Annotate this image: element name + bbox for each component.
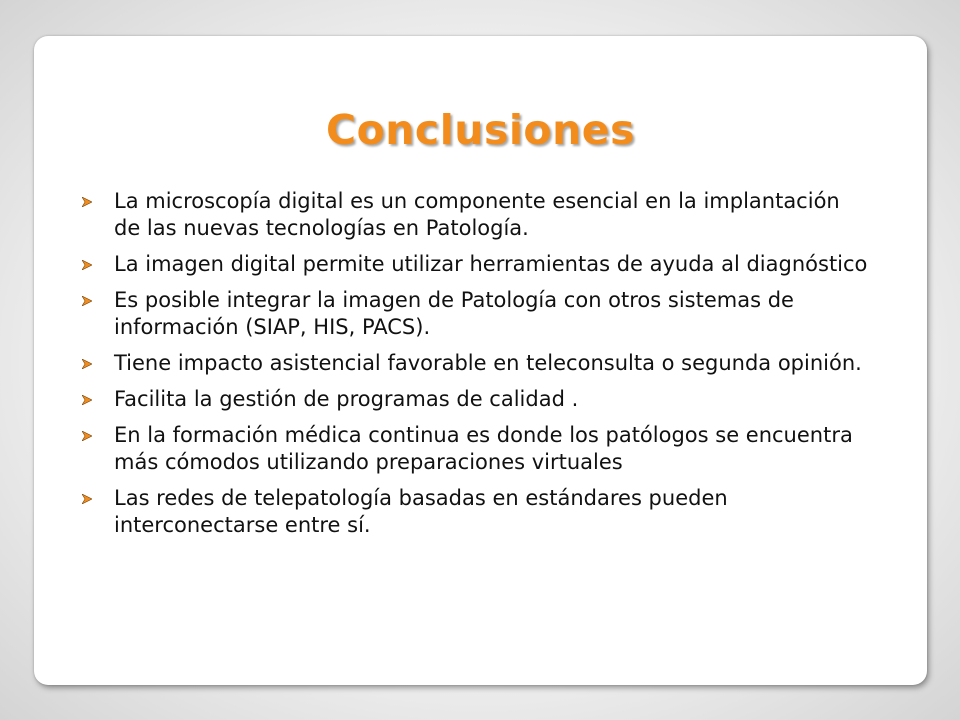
bullet-text: En la formación médica continua es donde los patólogos se encuentra más cómodos utilizando preparaciones virtuales xyxy=(114,423,853,474)
bullet-text: Las redes de telepatología basadas en estándares pueden interconectarse entre sí. xyxy=(114,486,728,537)
arrow-right-icon xyxy=(82,494,92,504)
bullet-text: Es posible integrar la imagen de Patología con otros sistemas de información (SIAP, HIS, PACS). xyxy=(114,288,794,339)
bullet-item xyxy=(82,386,872,413)
bullet-item xyxy=(82,188,872,242)
arrow-right-icon xyxy=(82,431,92,441)
arrow-right-icon xyxy=(82,260,92,270)
bullet-text: La imagen digital permite utilizar herramientas de ayuda al diagnóstico xyxy=(114,252,868,276)
slide-card xyxy=(34,36,927,685)
arrow-right-icon xyxy=(82,395,92,405)
arrow-right-icon xyxy=(82,359,92,369)
bullet-text: Tiene impacto asistencial favorable en teleconsulta o segunda opinión. xyxy=(114,351,862,375)
bullet-text: La microscopía digital es un componente esencial en la implantación de las nuevas tecnologías en Patología. xyxy=(114,189,840,240)
bullet-item xyxy=(82,485,872,539)
bullet-item xyxy=(82,251,872,278)
slide-title: Conclusiones xyxy=(325,106,635,154)
arrow-right-icon xyxy=(82,296,92,306)
bullet-item xyxy=(82,422,872,476)
arrow-right-icon xyxy=(82,197,92,207)
bullet-text: Facilita la gestión de programas de calidad . xyxy=(114,387,579,411)
bullet-list xyxy=(82,188,872,548)
bullet-item xyxy=(82,287,872,341)
bullet-item xyxy=(82,350,872,377)
